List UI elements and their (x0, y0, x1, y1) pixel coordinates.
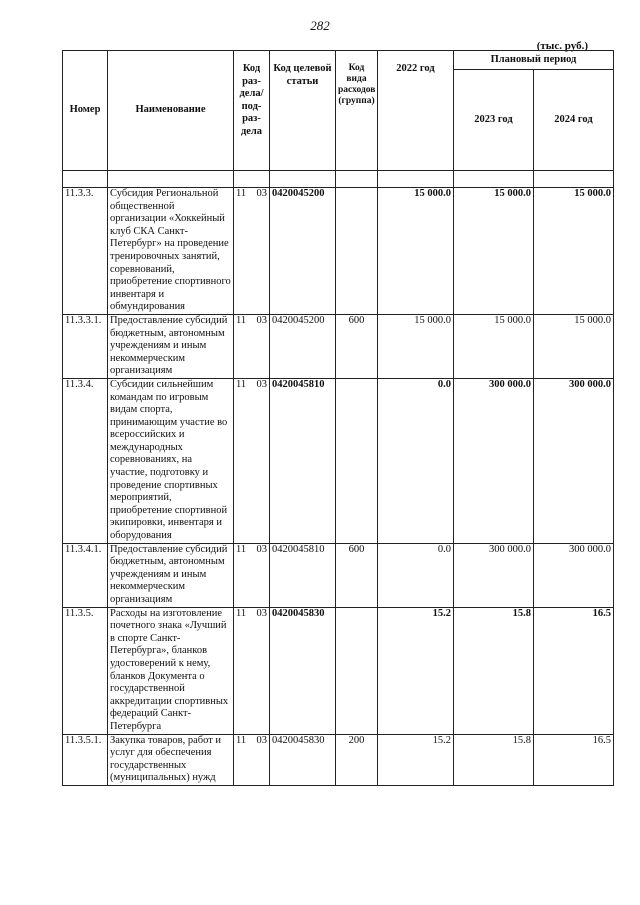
row-number: 11.3.4. (63, 378, 108, 543)
row-amount-2024: 15 000.0 (534, 314, 614, 378)
row-amount-2022: 0.0 (378, 378, 454, 543)
row-target-code: 0420045810 (270, 543, 336, 607)
row-section-code (234, 734, 270, 785)
units-label: (тыс. руб.) (536, 40, 588, 52)
row-amount-2024: 16.5 (534, 734, 614, 785)
subsection-code-part: 03 (256, 314, 267, 326)
row-name: Предоставление субсидий бюджетным, автономным учреждениям и иным некоммерческим организациям (108, 314, 234, 378)
row-expense-type (336, 607, 378, 734)
row-target-code: 0420045810 (270, 378, 336, 543)
row-expense-type (336, 188, 378, 315)
row-name: Субсидия Региональной общественной организации «Хоккейный клуб СКА Санкт-Петербург» на проведение тренировочных занятий, соревнований, приобретение спортивного инвентаря и обмундирования (108, 188, 234, 315)
row-amount-2023: 300 000.0 (454, 543, 534, 607)
row-amount-2022: 15 000.0 (378, 188, 454, 315)
row-name: Расходы на изготовление почетного знака «Лучший в спорте Санкт-Петербурга», бланков удостоверений к нему, бланков Документа о государственной аккредитации спортивных федераций Санкт-Петербурга (108, 607, 234, 734)
table-row (63, 188, 614, 315)
table-row (63, 378, 614, 543)
subsection-code-part: 03 (256, 543, 267, 555)
col-header-2022: 2022 год (378, 51, 454, 171)
spacer-row (63, 171, 614, 188)
section-code-part: 11 (236, 188, 247, 199)
row-number: 11.3.5.1. (63, 734, 108, 785)
row-amount-2023: 300 000.0 (454, 378, 534, 543)
row-amount-2024: 15 000.0 (534, 188, 614, 315)
row-amount-2023: 15 000.0 (454, 188, 534, 315)
row-amount-2024: 300 000.0 (534, 378, 614, 543)
col-header-2023: 2023 год (454, 70, 534, 171)
row-expense-type: 600 (336, 543, 378, 607)
row-amount-2022: 15 000.0 (378, 314, 454, 378)
col-header-number: Номер (63, 51, 108, 171)
row-name: Закупка товаров, работ и услуг для обеспечения государственных (муниципальных) нужд (108, 734, 234, 785)
row-expense-type: 200 (336, 734, 378, 785)
row-section-code (234, 607, 270, 734)
col-header-target-code: Код целевой статьи (270, 51, 336, 171)
col-header-expense-type: Код вида расходов (группа) (336, 51, 378, 171)
row-amount-2022: 15.2 (378, 607, 454, 734)
row-number: 11.3.3. (63, 188, 108, 315)
row-amount-2023: 15.8 (454, 607, 534, 734)
row-target-code: 0420045830 (270, 734, 336, 785)
budget-table (62, 50, 614, 786)
section-code-part: 11 (236, 314, 247, 326)
subsection-code-part: 03 (256, 607, 267, 619)
row-amount-2023: 15.8 (454, 734, 534, 785)
table-row (63, 314, 614, 378)
row-amount-2022: 0.0 (378, 543, 454, 607)
row-expense-type: 600 (336, 314, 378, 378)
subsection-code-part: 03 (256, 188, 267, 199)
col-header-section-code: Код раз- дела/ под- раз- дела (234, 51, 270, 171)
page-number: 282 (310, 18, 330, 33)
row-amount-2024: 300 000.0 (534, 543, 614, 607)
row-expense-type (336, 378, 378, 543)
row-target-code: 0420045200 (270, 188, 336, 315)
col-header-name: Наименование (108, 51, 234, 171)
subsection-code-part: 03 (256, 378, 267, 390)
row-target-code: 0420045830 (270, 607, 336, 734)
section-code-part: 11 (236, 607, 247, 619)
section-code-part: 11 (236, 734, 247, 746)
row-section-code (234, 543, 270, 607)
row-amount-2023: 15 000.0 (454, 314, 534, 378)
row-target-code: 0420045200 (270, 314, 336, 378)
row-amount-2022: 15.2 (378, 734, 454, 785)
row-number: 11.3.3.1. (63, 314, 108, 378)
table-row (63, 543, 614, 607)
row-name: Субсидии сильнейшим командам по игровым видам спорта, принимающим участие во всероссийских и международных соревнованиях, на участие, подготовку и проведение спортивных мероприятий, приобретение спортивной экипировки, инвентаря и оборудования (108, 378, 234, 543)
row-name: Предоставление субсидий бюджетным, автономным учреждениям и иным некоммерческим организациям (108, 543, 234, 607)
row-section-code (234, 188, 270, 315)
section-code-part: 11 (236, 543, 247, 555)
section-code-part: 11 (236, 378, 247, 390)
row-number: 11.3.4.1. (63, 543, 108, 607)
subsection-code-part: 03 (256, 734, 267, 746)
col-header-2024: 2024 год (534, 70, 614, 171)
row-number: 11.3.5. (63, 607, 108, 734)
row-section-code (234, 378, 270, 543)
table-row (63, 734, 614, 785)
row-amount-2024: 16.5 (534, 607, 614, 734)
row-section-code (234, 314, 270, 378)
table-row (63, 607, 614, 734)
col-header-planned-period: Плановый период (454, 51, 614, 70)
